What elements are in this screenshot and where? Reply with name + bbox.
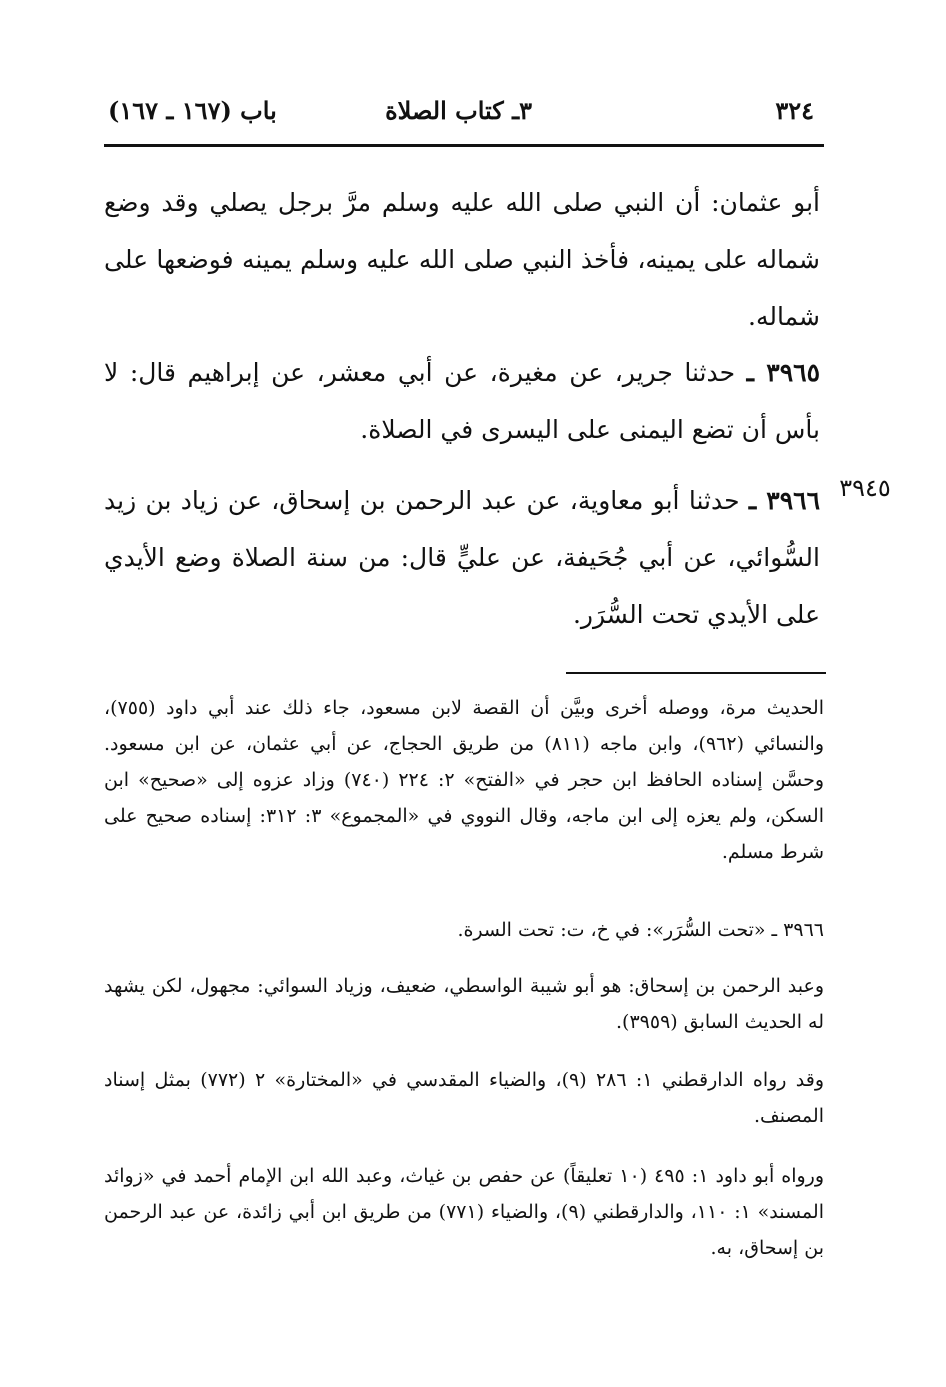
- hadith-3965: [104, 344, 820, 458]
- hadith-3966: [104, 472, 820, 643]
- hadith-text: حدثنا أبو معاوية، عن عبد الرحمن بن إسحاق، عن زياد بن زيد السُّوائي، عن أبي جُحَيفة، عن عليٍّ قال: من سنة الصلاة وضع الأيدي على الأيدي تحت السُّرَر.: [104, 486, 820, 629]
- chapter-range: باب (١٦٧ ـ ١٦٧): [108, 96, 277, 125]
- footnote-3: وعبد الرحمن بن إسحاق: هو أبو شيبة الواسطي، ضعيف، وزياد السوائي: مجهول، لكن يشهد له الحديث السابق (٣٩٥٩).: [104, 975, 824, 1033]
- hadith-number: ٣٩٦٥ ـ: [746, 358, 821, 387]
- footnote-5: ورواه أبو داود ١: ٤٩٥ (١٠ تعليقاً) عن حفص بن غياث، وعبد الله ابن الإمام أحمد في «زوائد المسند» ١: ١١٠، والدارقطني (٩)، والضياء (٧٧١) من طريق ابن أبي زائدة، عن عبد الرحمن بن إسحاق، به.: [104, 1165, 825, 1259]
- header-rule: [104, 144, 824, 147]
- footnote-4: وقد رواه الدارقطني ١: ٢٨٦ (٩)، والضياء المقدسي في «المختارة» ٢ (٧٧٢) بمثل إسناد المصنف.: [104, 1069, 825, 1127]
- paragraph-continuation: أبو عثمان: أن النبي صلى الله عليه وسلم مرَّ برجل يصلي وقد وضع شماله على يمينه، فأخذ النبي صلى الله عليه وسلم يمينه فوضعها على شماله.: [104, 188, 820, 331]
- page-number: ٣٢٤: [775, 96, 814, 125]
- book-title: ٣ـ كتاب الصلاة: [385, 96, 532, 125]
- footnote-2: ٣٩٦٦ ـ «تحت السُّرَر»: في خ، ت: تحت السرة.: [457, 919, 824, 941]
- footnote-separator: [566, 672, 826, 674]
- hadith-number: ٣٩٦٦ ـ: [748, 486, 821, 515]
- margin-number: ٣٩٤٥: [839, 474, 891, 502]
- page-header: [104, 92, 822, 138]
- hadith-text: حدثنا جرير، عن مغيرة، عن أبي معشر، عن إبراهيم قال: لا بأس أن تضع اليمنى على اليسرى في الصلاة.: [104, 358, 820, 444]
- footnote-1: الحديث مرة، ووصله أخرى وبيَّن أن القصة لابن مسعود، جاء ذلك عند أبي داود (٧٥٥)، والنسائي (٩٦٢)، وابن ماجه (٨١١) من طريق الحجاج، عن أبي عثمان، عن ابن مسعود. وحسَّن إسناده الحافظ ابن حجر في «الفتح» ٢: ٢٢٤ (٧٤٠) وزاد عزوه إلى «صحيح» ابن السكن، ولم يعزه إلى ابن ماجه، وقال النووي في «المجموع» ٣: ٣١٢: إسناده صحيح على شرط مسلم.: [104, 697, 825, 863]
